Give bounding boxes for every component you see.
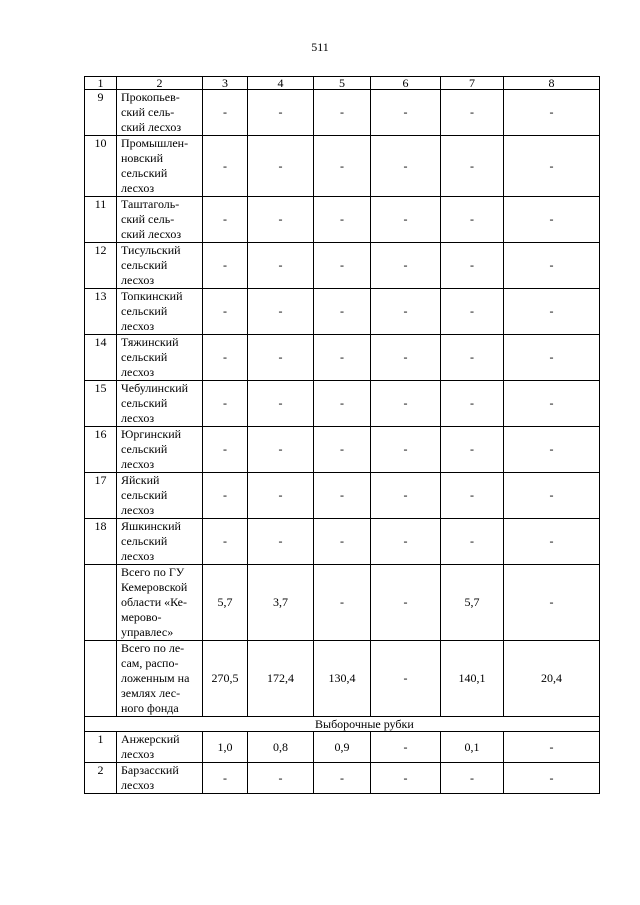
row-name: Тисульский сельский лесхоз: [117, 243, 203, 289]
value-cell: -: [371, 289, 441, 335]
value-cell: -: [441, 763, 504, 794]
column-header: 2: [117, 77, 203, 90]
value-cell: -: [371, 335, 441, 381]
table-row: [85, 473, 600, 519]
value-cell: -: [504, 427, 600, 473]
table-row: [85, 197, 600, 243]
value-cell: -: [371, 243, 441, 289]
value-cell: -: [371, 381, 441, 427]
table-row: [85, 641, 600, 717]
row-number: 15: [85, 381, 117, 427]
row-name: Всего по ле- сам, распо- ложенным на землях лес- ного фонда: [117, 641, 203, 717]
value-cell: -: [248, 381, 314, 427]
value-cell: -: [504, 197, 600, 243]
column-header: 4: [248, 77, 314, 90]
table-row: [85, 565, 600, 641]
value-cell: -: [441, 289, 504, 335]
value-cell: -: [203, 243, 248, 289]
value-cell: -: [441, 381, 504, 427]
value-cell: 140,1: [441, 641, 504, 717]
table-row: [85, 335, 600, 381]
value-cell: -: [248, 335, 314, 381]
value-cell: -: [314, 565, 371, 641]
value-cell: -: [248, 289, 314, 335]
row-number: 14: [85, 335, 117, 381]
row-name: Чебулинский сельский лесхоз: [117, 381, 203, 427]
value-cell: 0,8: [248, 732, 314, 763]
value-cell: -: [441, 427, 504, 473]
value-cell: -: [371, 473, 441, 519]
value-cell: -: [371, 732, 441, 763]
value-cell: -: [203, 90, 248, 136]
value-cell: -: [248, 136, 314, 197]
value-cell: -: [314, 335, 371, 381]
value-cell: -: [441, 473, 504, 519]
value-cell: -: [248, 90, 314, 136]
value-cell: 1,0: [203, 732, 248, 763]
value-cell: -: [248, 243, 314, 289]
value-cell: -: [371, 641, 441, 717]
row-name: Таштаголь- ский сель- ский лесхоз: [117, 197, 203, 243]
value-cell: -: [248, 427, 314, 473]
row-name: Промышлен- новский сельский лесхоз: [117, 136, 203, 197]
value-cell: -: [248, 763, 314, 794]
value-cell: 130,4: [314, 641, 371, 717]
row-number: 1: [85, 732, 117, 763]
value-cell: -: [314, 197, 371, 243]
value-cell: -: [203, 763, 248, 794]
column-header: 3: [203, 77, 248, 90]
value-cell: -: [504, 763, 600, 794]
row-number: 9: [85, 90, 117, 136]
value-cell: -: [504, 289, 600, 335]
value-cell: -: [314, 289, 371, 335]
value-cell: -: [504, 565, 600, 641]
value-cell: -: [203, 136, 248, 197]
column-header: 5: [314, 77, 371, 90]
value-cell: -: [203, 519, 248, 565]
value-cell: 0,9: [314, 732, 371, 763]
row-name: Яшкинский сельский лесхоз: [117, 519, 203, 565]
row-name: Тяжинский сельский лесхоз: [117, 335, 203, 381]
row-number: 2: [85, 763, 117, 794]
header-row: [85, 77, 600, 90]
row-name: Всего по ГУ Кемеровской области «Ке- мерово- управлес»: [117, 565, 203, 641]
value-cell: 5,7: [203, 565, 248, 641]
row-name: Прокопьев- ский сель- ский лесхоз: [117, 90, 203, 136]
value-cell: -: [441, 335, 504, 381]
value-cell: -: [314, 473, 371, 519]
row-name: Топкинский сельский лесхоз: [117, 289, 203, 335]
row-number: 10: [85, 136, 117, 197]
value-cell: -: [314, 519, 371, 565]
value-cell: -: [441, 197, 504, 243]
value-cell: -: [314, 427, 371, 473]
value-cell: -: [504, 519, 600, 565]
column-header: 1: [85, 77, 117, 90]
column-header: 6: [371, 77, 441, 90]
forestry-table: [84, 76, 600, 794]
section-title: Выборочные рубки: [85, 717, 600, 732]
row-name: Барзасский лесхоз: [117, 763, 203, 794]
table-row: [85, 732, 600, 763]
value-cell: 0,1: [441, 732, 504, 763]
row-number: [85, 641, 117, 717]
value-cell: 5,7: [441, 565, 504, 641]
value-cell: -: [504, 381, 600, 427]
row-number: 18: [85, 519, 117, 565]
value-cell: 270,5: [203, 641, 248, 717]
row-number: 12: [85, 243, 117, 289]
row-number: 16: [85, 427, 117, 473]
row-name: Анжерский лесхоз: [117, 732, 203, 763]
value-cell: -: [504, 90, 600, 136]
value-cell: -: [248, 197, 314, 243]
value-cell: -: [371, 519, 441, 565]
value-cell: -: [504, 732, 600, 763]
value-cell: -: [441, 136, 504, 197]
value-cell: -: [314, 381, 371, 427]
value-cell: -: [314, 136, 371, 197]
row-name: Юргинский сельский лесхоз: [117, 427, 203, 473]
page-number: 511: [311, 40, 329, 54]
table-row: [85, 519, 600, 565]
value-cell: -: [314, 243, 371, 289]
value-cell: -: [203, 335, 248, 381]
value-cell: -: [441, 519, 504, 565]
value-cell: -: [371, 197, 441, 243]
value-cell: -: [504, 473, 600, 519]
row-number: 11: [85, 197, 117, 243]
column-header: 7: [441, 77, 504, 90]
value-cell: -: [203, 473, 248, 519]
row-name: Яйский сельский лесхоз: [117, 473, 203, 519]
value-cell: 20,4: [504, 641, 600, 717]
value-cell: -: [248, 473, 314, 519]
value-cell: -: [314, 90, 371, 136]
row-number: 13: [85, 289, 117, 335]
table-body: [85, 77, 600, 794]
value-cell: -: [371, 427, 441, 473]
table-row: [85, 289, 600, 335]
value-cell: -: [504, 136, 600, 197]
value-cell: 172,4: [248, 641, 314, 717]
row-number: [85, 565, 117, 641]
table-row: [85, 763, 600, 794]
value-cell: -: [203, 427, 248, 473]
section-row: [85, 717, 600, 732]
column-header: 8: [504, 77, 600, 90]
value-cell: -: [371, 565, 441, 641]
value-cell: -: [371, 90, 441, 136]
table-row: [85, 90, 600, 136]
value-cell: -: [504, 335, 600, 381]
table-row: [85, 136, 600, 197]
value-cell: -: [203, 289, 248, 335]
value-cell: -: [371, 136, 441, 197]
value-cell: -: [441, 243, 504, 289]
value-cell: 3,7: [248, 565, 314, 641]
value-cell: -: [504, 243, 600, 289]
value-cell: -: [203, 197, 248, 243]
value-cell: -: [441, 90, 504, 136]
row-number: 17: [85, 473, 117, 519]
value-cell: -: [371, 763, 441, 794]
value-cell: -: [203, 381, 248, 427]
table-row: [85, 427, 600, 473]
table-row: [85, 243, 600, 289]
value-cell: -: [248, 519, 314, 565]
table-row: [85, 381, 600, 427]
value-cell: -: [314, 763, 371, 794]
